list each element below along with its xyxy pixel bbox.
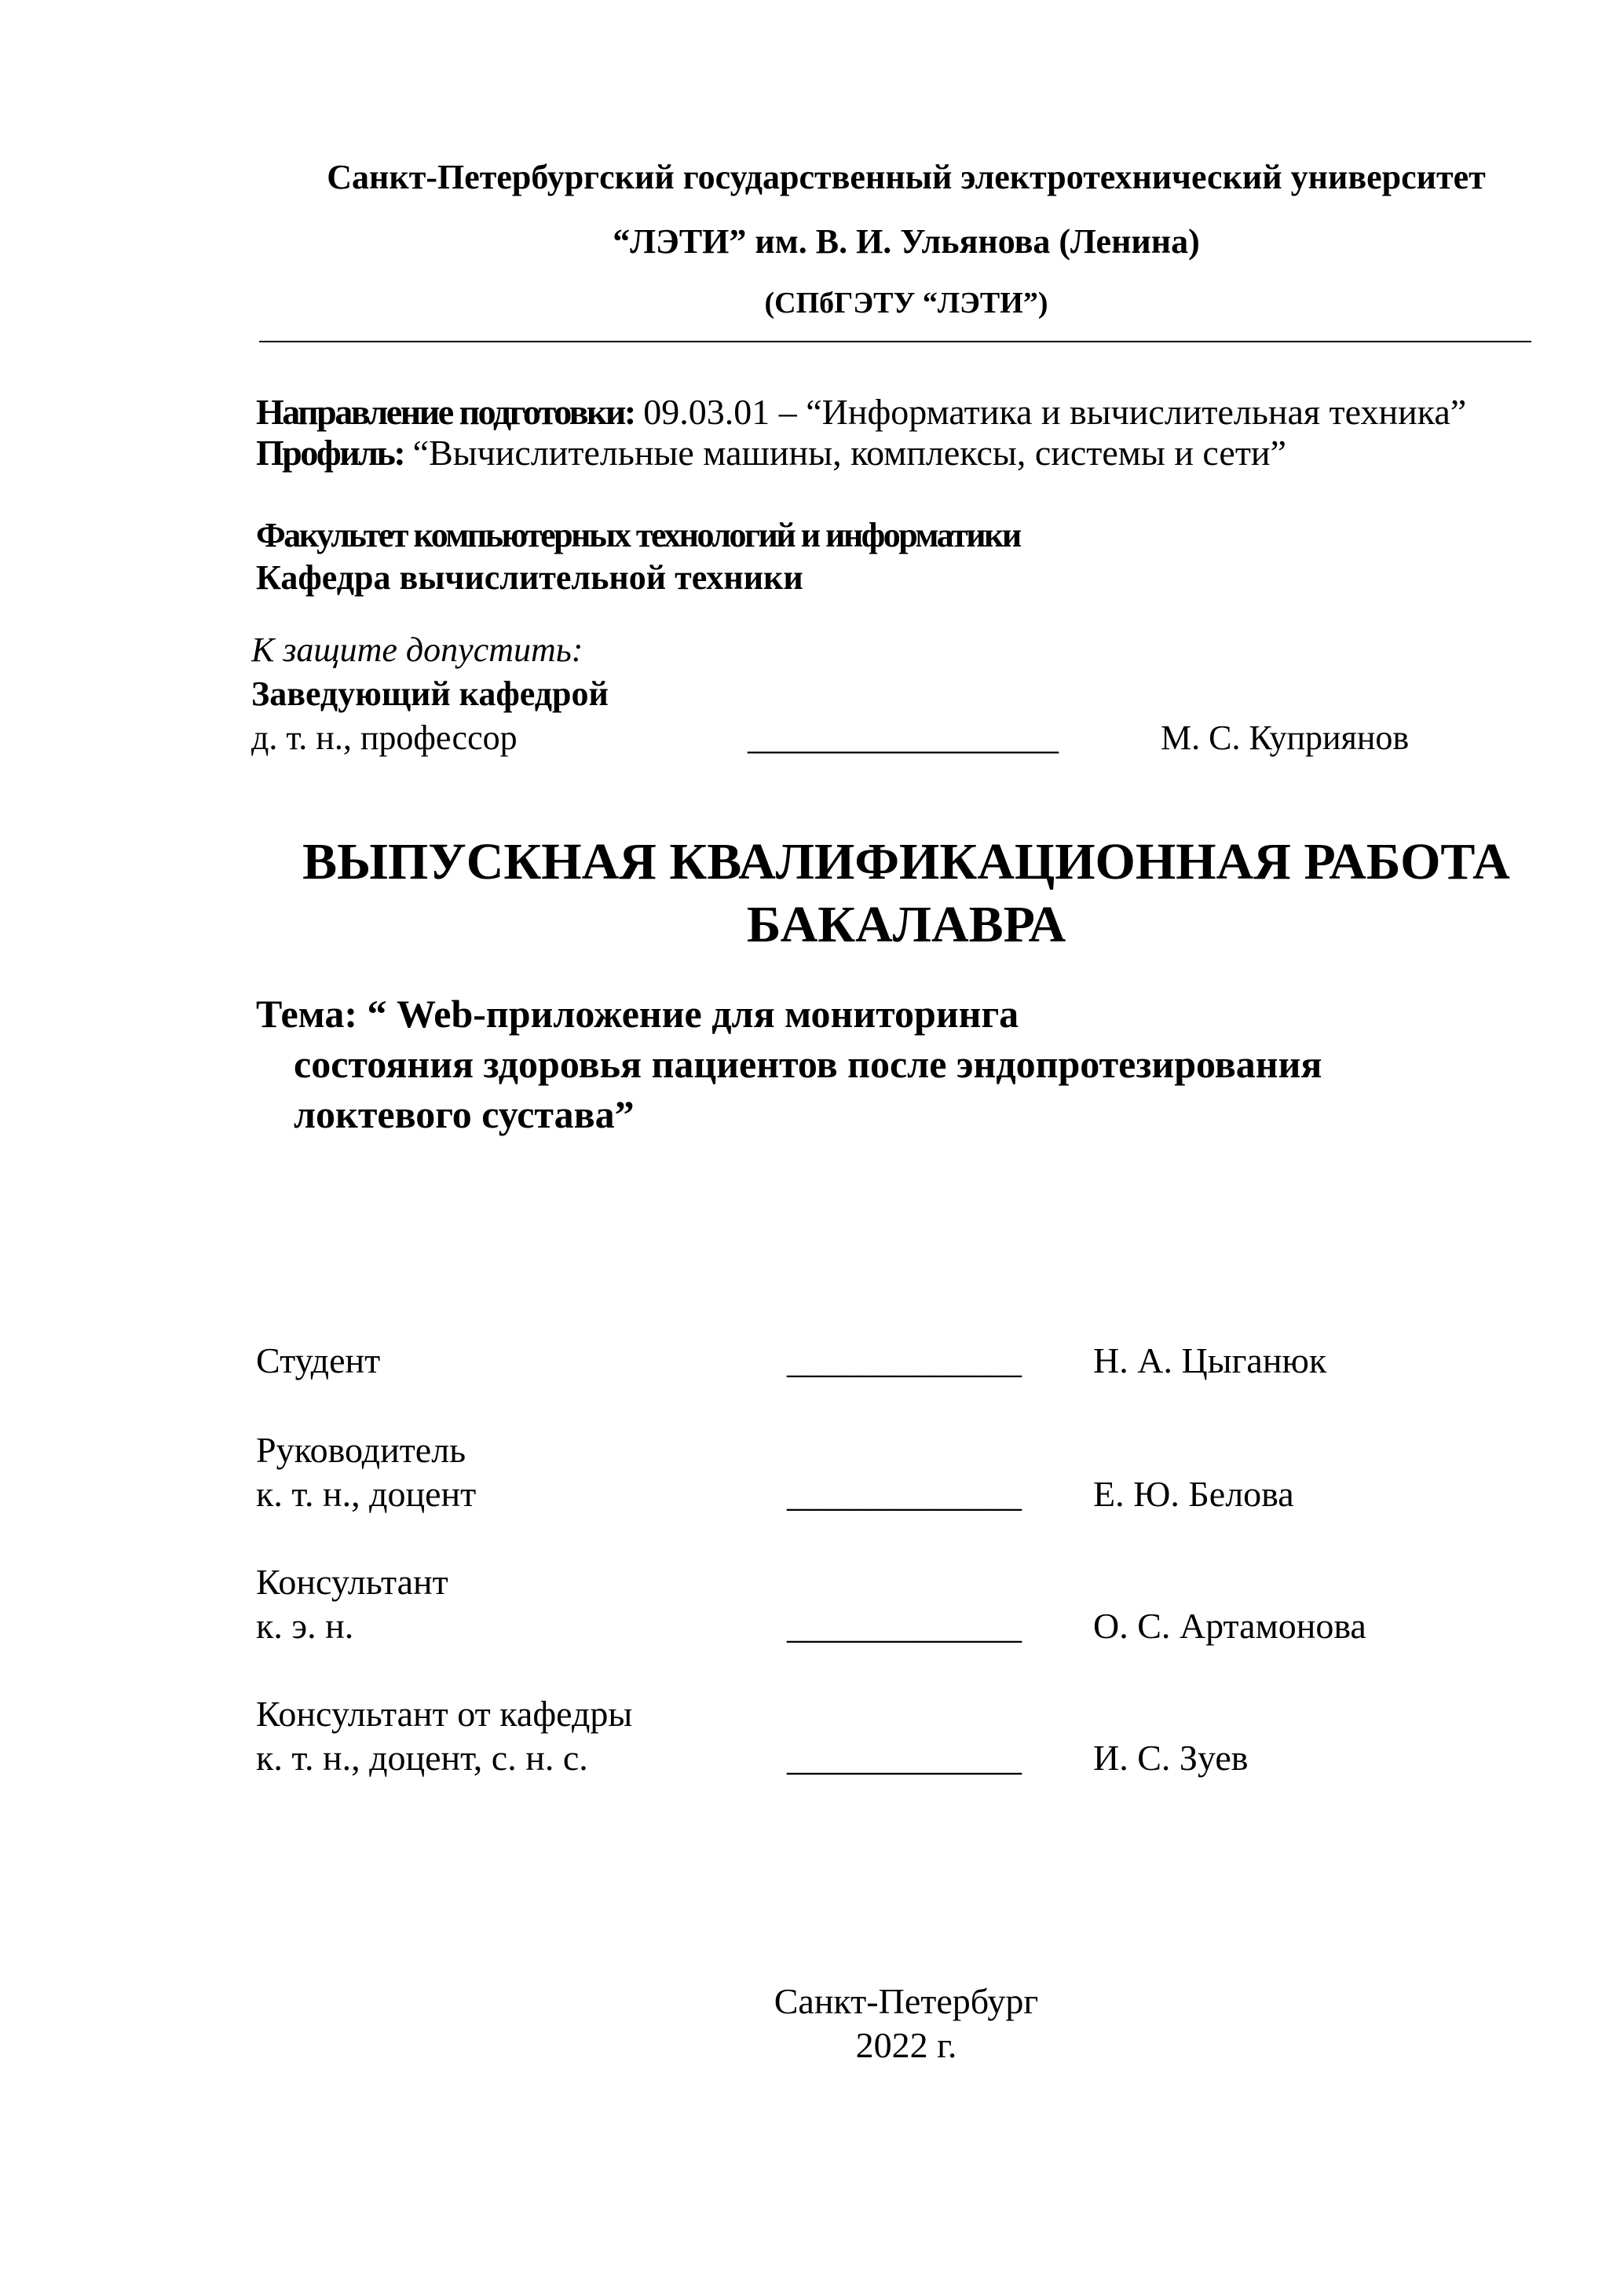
student-name: Н. А. Цыганюк — [1093, 1340, 1327, 1380]
consultant-role: Консультант — [256, 1562, 448, 1602]
header-rule — [259, 341, 1531, 342]
student-role: Студент — [256, 1340, 381, 1380]
head-degree: д. т. н., профессор — [251, 718, 518, 757]
profile-value: “Вычислительные машины, комплексы, системы и сети” — [404, 433, 1286, 473]
university-abbr: (СПбГЭТУ “ЛЭТИ”) — [764, 287, 1048, 320]
footer-city: Санкт-Петербург — [774, 1981, 1039, 2021]
faculty-name: Факультет компьютерных технологий и информатики — [256, 516, 1020, 554]
work-title-line2: БАКАЛАВРА — [746, 896, 1066, 953]
topic-line3: локтевого сустава” — [294, 1092, 635, 1136]
direction-line — [256, 391, 1466, 433]
dept-consultant-signature-line: _____________ — [787, 1738, 1022, 1778]
dept-consultant-role: Консультант от кафедры — [256, 1694, 633, 1734]
dept-consultant-degree: к. т. н., доцент, с. н. с. — [256, 1738, 588, 1778]
head-name: М. С. Куприянов — [1161, 718, 1410, 757]
work-title-line1: ВЫПУСКНАЯ КВАЛИФИКАЦИОННАЯ РАБОТА — [302, 833, 1510, 890]
direction-label: Направление подготовки: — [256, 392, 635, 432]
direction-value: 09.03.01 – “Информатика и вычислительная техника” — [634, 392, 1467, 432]
head-signature-line: __________________ — [748, 718, 1059, 757]
student-signature-line: _____________ — [787, 1340, 1022, 1380]
supervisor-name: Е. Ю. Белова — [1093, 1474, 1294, 1514]
department-name: Кафедра вычислительной техники — [256, 558, 803, 597]
head-label: Заведующий кафедрой — [251, 675, 609, 713]
consultant-name: О. С. Артамонова — [1093, 1606, 1366, 1646]
supervisor-signature-line: _____________ — [787, 1474, 1022, 1514]
university-short-name: “ЛЭТИ” им. В. И. Ульянова (Ленина) — [613, 222, 1200, 261]
consultant-degree: к. э. н. — [256, 1606, 354, 1646]
university-name: Санкт-Петербургский государственный электротехнический университет — [327, 158, 1486, 196]
supervisor-degree: к. т. н., доцент — [256, 1474, 477, 1514]
footer-year: 2022 г. — [855, 2025, 957, 2065]
supervisor-role: Руководитель — [256, 1430, 466, 1470]
admit-label: К защите допустить: — [251, 631, 583, 669]
dept-consultant-name: И. С. Зуев — [1093, 1738, 1249, 1778]
profile-line — [256, 432, 1286, 473]
consultant-signature-line: _____________ — [787, 1606, 1022, 1646]
topic-line2: состояния здоровья пациентов после эндопротезирования — [294, 1042, 1322, 1086]
profile-label: Профиль: — [256, 433, 404, 473]
topic-line1: Тема: “ Web-приложение для мониторинга — [256, 992, 1019, 1036]
